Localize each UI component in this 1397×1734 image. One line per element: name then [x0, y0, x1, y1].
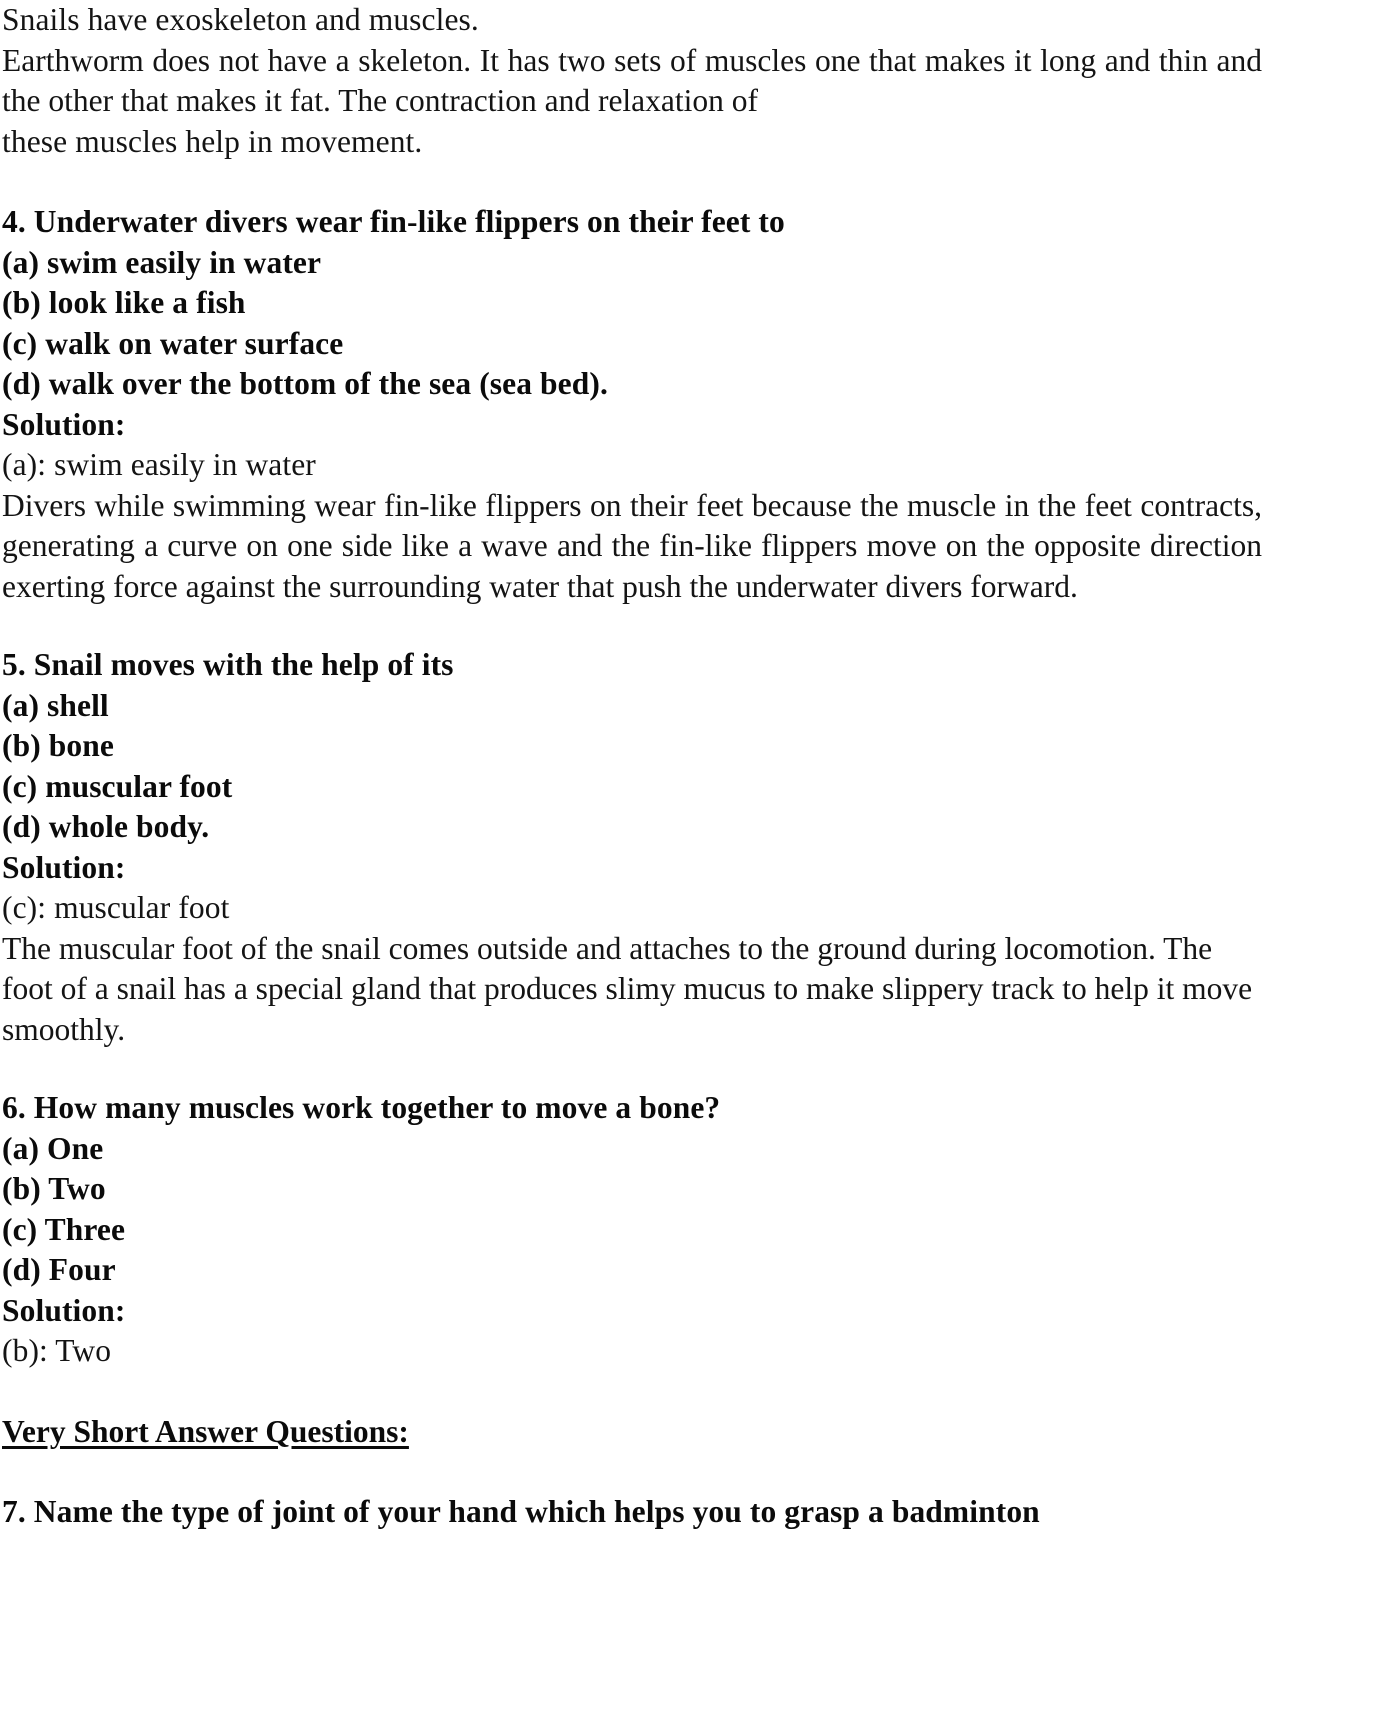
solution-answer-5: (c): muscular foot	[2, 890, 230, 925]
question-block-4	[2, 202, 1262, 607]
spacer	[2, 1050, 1262, 1088]
question-option-6d: (d) Four	[2, 1252, 116, 1287]
solution-answer-4: (a): swim easily in water	[2, 447, 316, 482]
intro-line-2: Earthworm does not have a skeleton. It has two sets of muscles one that makes it long and thin and the other that makes it fat. The contraction and relaxation of	[2, 42, 1262, 118]
solution-label-5: Solution:	[2, 849, 126, 885]
question-prompt-4: 4. Underwater divers wear fin-like flippers on their feet to	[2, 204, 785, 239]
spacer	[2, 1372, 1262, 1412]
question-option-4d: (d) walk over the bottom of the sea (sea bed).	[2, 366, 608, 401]
solution-label-6: Solution:	[2, 1292, 126, 1328]
intro-block	[2, 0, 1262, 162]
question-option-4a: (a) swim easily in water	[2, 244, 322, 280]
spacer	[2, 607, 1262, 645]
question-option-5c: (c) muscular foot	[2, 768, 233, 804]
intro-line-3: these muscles help in movement.	[2, 123, 423, 159]
question-option-5b: (b) bone	[2, 728, 114, 763]
question-option-4b: (b) look like a fish	[2, 285, 246, 320]
solution-answer-6: (b): Two	[2, 1333, 112, 1368]
question-option-5a: (a) shell	[2, 687, 109, 723]
spacer	[2, 162, 1262, 202]
question-prompt-7: 7. Name the type of joint of your hand which helps you to grasp a badminton	[2, 1494, 1040, 1529]
question-prompt-5: 5. Snail moves with the help of its	[2, 647, 454, 682]
spacer	[2, 1452, 1262, 1492]
section-heading-block	[2, 1412, 1262, 1453]
question-block-5	[2, 645, 1262, 1050]
solution-explanation-4: Divers while swimming wear fin-like flippers on their feet because the muscle in the feet contracts, generating a curve on one side like a wave and the fin-like flippers move on the opposite direction exerting force against the surrounding water that push the underwater divers forward.	[2, 487, 1262, 604]
question-option-6b: (b) Two	[2, 1171, 106, 1206]
question-prompt-6: 6. How many muscles work together to move a bone?	[2, 1090, 721, 1125]
question-option-5d: (d) whole body.	[2, 809, 210, 844]
question-block-6	[2, 1088, 1262, 1372]
solution-label-4: Solution:	[2, 406, 126, 442]
question-option-6c: (c) Three	[2, 1211, 126, 1247]
question-option-4c: (c) walk on water surface	[2, 325, 344, 361]
solution-explanation-5: The muscular foot of the snail comes outside and attaches to the ground during locomotion. The foot of a snail has a special gland that produces slimy mucus to make slippery track to help it move smoothly.	[2, 930, 1253, 1047]
section-heading: Very Short Answer Questions:	[2, 1413, 409, 1449]
question-option-6a: (a) One	[2, 1130, 104, 1166]
intro-line-1: Snails have exoskeleton and muscles.	[2, 2, 479, 37]
